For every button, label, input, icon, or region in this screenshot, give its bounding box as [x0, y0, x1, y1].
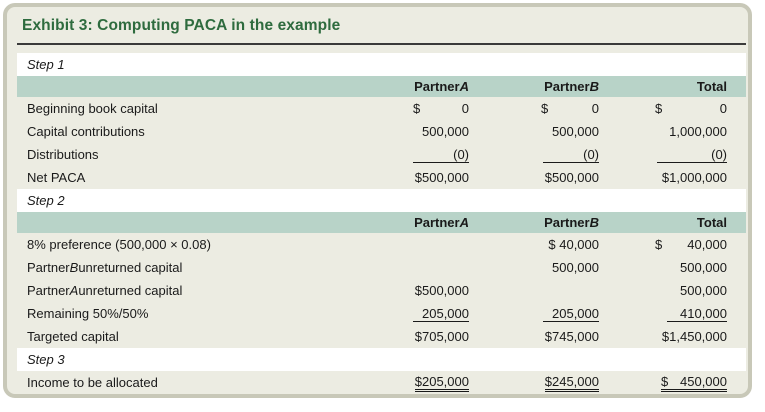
step2-header-row [17, 212, 746, 233]
step3-row [17, 348, 746, 371]
dollar-sign: $ [413, 101, 421, 116]
table-row [17, 371, 746, 394]
cell-a: $705,000 [414, 329, 469, 344]
step2-row [17, 189, 746, 212]
step1-label: Step 1 [27, 57, 65, 72]
step2-header-total: Total [696, 215, 727, 230]
cell-total: 40,000 [687, 237, 727, 252]
step1-row [17, 53, 746, 76]
step1-header-row [17, 76, 746, 97]
cell-b: $245,000 [525, 371, 599, 394]
dollar-sign: $ [655, 101, 663, 116]
step2-header-a: Partner A [414, 215, 469, 230]
row-label: Beginning book capital [27, 101, 158, 116]
table-row [17, 279, 746, 302]
table-row [17, 120, 746, 143]
cell-total: $1,000,000 [661, 170, 727, 185]
row-label: Capital contributions [27, 124, 145, 139]
cell-total: 0 [719, 101, 727, 116]
row-label: 8% preference (500,000 × 0.08) [27, 237, 211, 252]
row-label: Distributions [27, 147, 99, 162]
cell-total: 410,000 [647, 302, 727, 325]
cell-b: (0) [525, 143, 599, 166]
table-row [17, 256, 746, 279]
title-rule [17, 43, 746, 45]
row-label: Income to be allocated [27, 375, 158, 390]
cell-b: $ 40,000 [548, 237, 599, 252]
cell-total: (0) [647, 143, 727, 166]
cell-a: $500,000 [414, 170, 469, 185]
cell-b: 205,000 [525, 302, 599, 325]
step1-header-total: Total [696, 79, 727, 94]
cell-total: 1,000,000 [669, 124, 727, 139]
paca-table [17, 53, 746, 394]
cell-total: $1,450,000 [661, 329, 727, 344]
step3-label: Step 3 [27, 352, 65, 367]
cell-b: $745,000 [544, 329, 599, 344]
table-row [17, 166, 746, 189]
row-label: Partner B unreturned capital [27, 260, 183, 275]
step2-header-b: Partner B [544, 215, 599, 230]
table-row [17, 143, 746, 166]
step2-label: Step 2 [27, 193, 65, 208]
cell-a: $205,000 [397, 371, 469, 394]
cell-b: $500,000 [544, 170, 599, 185]
cell-b: 500,000 [552, 260, 599, 275]
dollar-sign: $ [541, 101, 549, 116]
exhibit-title: Exhibit 3: Computing PACA in the example [22, 17, 341, 34]
step1-header-b: Partner B [544, 79, 599, 94]
row-label: Net PACA [27, 170, 86, 185]
cell-total: 500,000 [680, 283, 727, 298]
table-row [17, 325, 746, 348]
cell-a: (0) [397, 143, 469, 166]
table-row [17, 233, 746, 256]
cell-a: 205,000 [397, 302, 469, 325]
cell-a: $500,000 [414, 283, 469, 298]
row-label: Remaining 50%/50% [27, 306, 149, 321]
step1-header-a: Partner A [414, 79, 469, 94]
cell-a: 500,000 [422, 124, 469, 139]
table-row [17, 97, 746, 120]
row-label: Targeted capital [27, 329, 119, 344]
cell-a: 0 [461, 101, 469, 116]
cell-b: 0 [591, 101, 599, 116]
row-label: Partner A unreturned capital [27, 283, 183, 298]
dollar-sign: $ [655, 237, 663, 252]
cell-total: $ 450,000 [647, 371, 727, 394]
cell-total: 500,000 [680, 260, 727, 275]
table-row [17, 302, 746, 325]
cell-b: 500,000 [552, 124, 599, 139]
